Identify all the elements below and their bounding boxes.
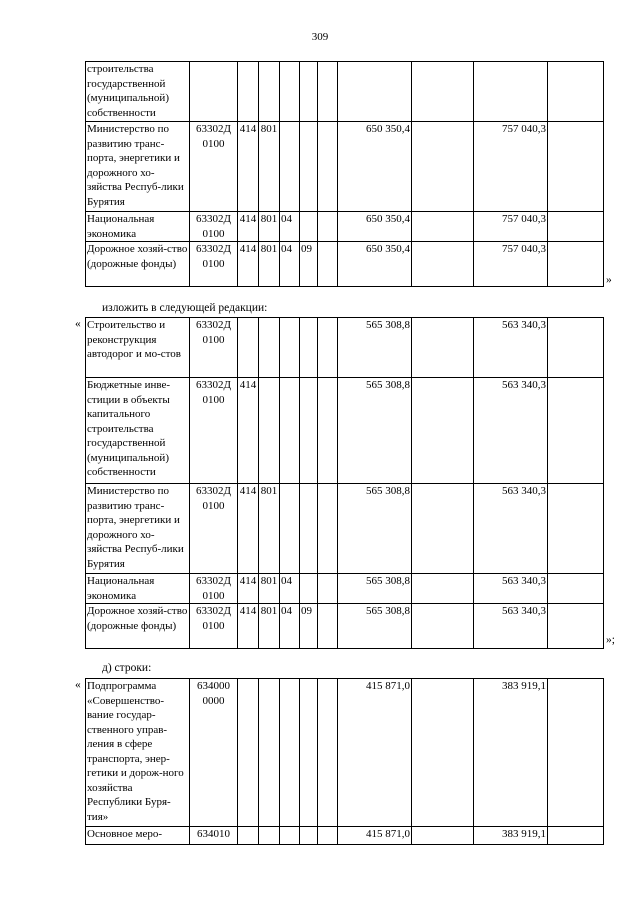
table-row: [86, 318, 604, 378]
cell-col5: 04: [280, 242, 300, 287]
cell-col6: [300, 378, 318, 484]
table-row: [86, 679, 604, 827]
cell-col6: [300, 62, 318, 122]
cell-program-code: 634000 0000: [190, 679, 238, 827]
cell-amount-1: 415 871,0: [338, 679, 412, 827]
closing-quote-2: »;: [606, 634, 615, 646]
cell-amount-1: [338, 62, 412, 122]
cell-col6: [300, 122, 318, 212]
cell-amount-2: [474, 62, 548, 122]
instruction-text-1: изложить в следующей редакции:: [102, 302, 268, 314]
page-number: 309: [311, 31, 329, 43]
budget-table-2: [85, 317, 604, 649]
cell-col4: [259, 679, 280, 827]
cell-name: Дорожное хозяй-ство (дорожные фонды): [86, 242, 190, 287]
table-row: [86, 62, 604, 122]
cell-col3: 414: [238, 574, 259, 604]
opening-quote-2: «: [75, 318, 81, 330]
cell-col9: [412, 212, 474, 242]
budget-table-1: [85, 61, 604, 287]
cell-amount-2: 563 340,3: [474, 484, 548, 574]
cell-program-code: 63302Д 0100: [190, 378, 238, 484]
cell-program-code: 634010: [190, 827, 238, 845]
cell-col11: [548, 242, 604, 287]
cell-name: Дорожное хозяй-ство (дорожные фонды): [86, 604, 190, 649]
cell-col7: [318, 62, 338, 122]
cell-amount-2: 563 340,3: [474, 574, 548, 604]
cell-col4: [259, 318, 280, 378]
budget-table-3: [85, 678, 604, 845]
cell-col6: [300, 318, 318, 378]
cell-col11: [548, 827, 604, 845]
cell-name: Министерство по развитию транс-порта, энергетики и дорожного хо-зяйства Респуб-лики Бурятия: [86, 122, 190, 212]
cell-col9: [412, 62, 474, 122]
cell-col9: [412, 604, 474, 649]
cell-col11: [548, 604, 604, 649]
cell-program-code: 63302Д 0100: [190, 484, 238, 574]
cell-col4: [259, 62, 280, 122]
table-row: [86, 378, 604, 484]
cell-col5: 04: [280, 212, 300, 242]
cell-col4: 801: [259, 574, 280, 604]
cell-amount-2: 563 340,3: [474, 318, 548, 378]
cell-program-code: 63302Д 0100: [190, 242, 238, 287]
cell-col7: [318, 378, 338, 484]
cell-amount-1: 565 308,8: [338, 604, 412, 649]
cell-col5: [280, 827, 300, 845]
cell-name: Подпрограмма «Совершенство-вание государ-ственного управ-ления в сфере транспорта, энер-гетики и дорож-ного хозяйства Республики Буря-тия»: [86, 679, 190, 827]
table-row: [86, 484, 604, 574]
cell-amount-2: 383 919,1: [474, 679, 548, 827]
instruction-text-2: д) строки:: [102, 662, 152, 674]
cell-col5: [280, 62, 300, 122]
cell-col9: [412, 122, 474, 212]
cell-col3: [238, 318, 259, 378]
table-row: [86, 122, 604, 212]
cell-program-code: [190, 62, 238, 122]
cell-program-code: 63302Д 0100: [190, 318, 238, 378]
table-row: [86, 574, 604, 604]
cell-name: Бюджетные инве-стиции в объекты капитального строительства государственной (муниципальной) собственности: [86, 378, 190, 484]
cell-col4: 801: [259, 122, 280, 212]
cell-name: строительства государственной (муниципальной) собственности: [86, 62, 190, 122]
cell-col5: 04: [280, 604, 300, 649]
cell-col3: 414: [238, 242, 259, 287]
cell-col4: 801: [259, 242, 280, 287]
cell-amount-2: 757 040,3: [474, 122, 548, 212]
cell-col7: [318, 212, 338, 242]
cell-amount-1: 415 871,0: [338, 827, 412, 845]
cell-col6: [300, 484, 318, 574]
cell-amount-1: 650 350,4: [338, 212, 412, 242]
cell-name: Национальная экономика: [86, 574, 190, 604]
cell-name: Строительство и реконструкция автодорог и мо-стов: [86, 318, 190, 378]
closing-quote-1: »: [606, 274, 612, 286]
cell-col3: [238, 827, 259, 845]
cell-col5: [280, 484, 300, 574]
cell-col7: [318, 318, 338, 378]
cell-amount-1: 650 350,4: [338, 122, 412, 212]
cell-col4: [259, 827, 280, 845]
cell-col11: [548, 378, 604, 484]
cell-program-code: 63302Д 0100: [190, 212, 238, 242]
cell-col6: [300, 827, 318, 845]
cell-col9: [412, 318, 474, 378]
cell-col3: 414: [238, 484, 259, 574]
cell-col11: [548, 484, 604, 574]
cell-col7: [318, 827, 338, 845]
cell-amount-1: 565 308,8: [338, 574, 412, 604]
cell-col4: 801: [259, 604, 280, 649]
cell-col3: 414: [238, 212, 259, 242]
opening-quote-3: «: [75, 679, 81, 691]
cell-col6: [300, 212, 318, 242]
cell-amount-2: 757 040,3: [474, 212, 548, 242]
cell-col3: 414: [238, 604, 259, 649]
cell-amount-1: 565 308,8: [338, 378, 412, 484]
cell-col7: [318, 679, 338, 827]
cell-col7: [318, 122, 338, 212]
cell-col6: 09: [300, 604, 318, 649]
cell-col11: [548, 574, 604, 604]
cell-col3: 414: [238, 378, 259, 484]
cell-col9: [412, 679, 474, 827]
cell-col9: [412, 378, 474, 484]
cell-col11: [548, 62, 604, 122]
cell-col9: [412, 484, 474, 574]
cell-col6: [300, 679, 318, 827]
cell-col5: [280, 378, 300, 484]
table-row: [86, 242, 604, 287]
table-row: [86, 827, 604, 845]
cell-program-code: 63302Д 0100: [190, 122, 238, 212]
cell-col3: 414: [238, 122, 259, 212]
cell-col5: [280, 318, 300, 378]
cell-amount-1: 565 308,8: [338, 484, 412, 574]
cell-col5: [280, 122, 300, 212]
table-row: [86, 604, 604, 649]
cell-program-code: 63302Д 0100: [190, 574, 238, 604]
cell-col7: [318, 242, 338, 287]
cell-amount-2: 563 340,3: [474, 604, 548, 649]
cell-amount-2: 757 040,3: [474, 242, 548, 287]
cell-col11: [548, 679, 604, 827]
cell-col9: [412, 574, 474, 604]
cell-amount-2: 563 340,3: [474, 378, 548, 484]
cell-col7: [318, 574, 338, 604]
cell-amount-2: 383 919,1: [474, 827, 548, 845]
cell-amount-1: 650 350,4: [338, 242, 412, 287]
cell-col9: [412, 827, 474, 845]
cell-col9: [412, 242, 474, 287]
cell-col3: [238, 679, 259, 827]
cell-col6: 09: [300, 242, 318, 287]
cell-col4: [259, 378, 280, 484]
cell-col3: [238, 62, 259, 122]
cell-col4: 801: [259, 212, 280, 242]
cell-program-code: 63302Д 0100: [190, 604, 238, 649]
table-row: [86, 212, 604, 242]
cell-col11: [548, 318, 604, 378]
cell-name: Национальная экономика: [86, 212, 190, 242]
cell-col5: 04: [280, 574, 300, 604]
cell-col11: [548, 212, 604, 242]
cell-col11: [548, 122, 604, 212]
cell-col4: 801: [259, 484, 280, 574]
cell-name: Министерство по развитию транс-порта, энергетики и дорожного хо-зяйства Респуб-лики Бурятия: [86, 484, 190, 574]
cell-amount-1: 565 308,8: [338, 318, 412, 378]
cell-col7: [318, 484, 338, 574]
cell-col5: [280, 679, 300, 827]
cell-col6: [300, 574, 318, 604]
cell-name: Основное меро-: [86, 827, 190, 845]
cell-col7: [318, 604, 338, 649]
